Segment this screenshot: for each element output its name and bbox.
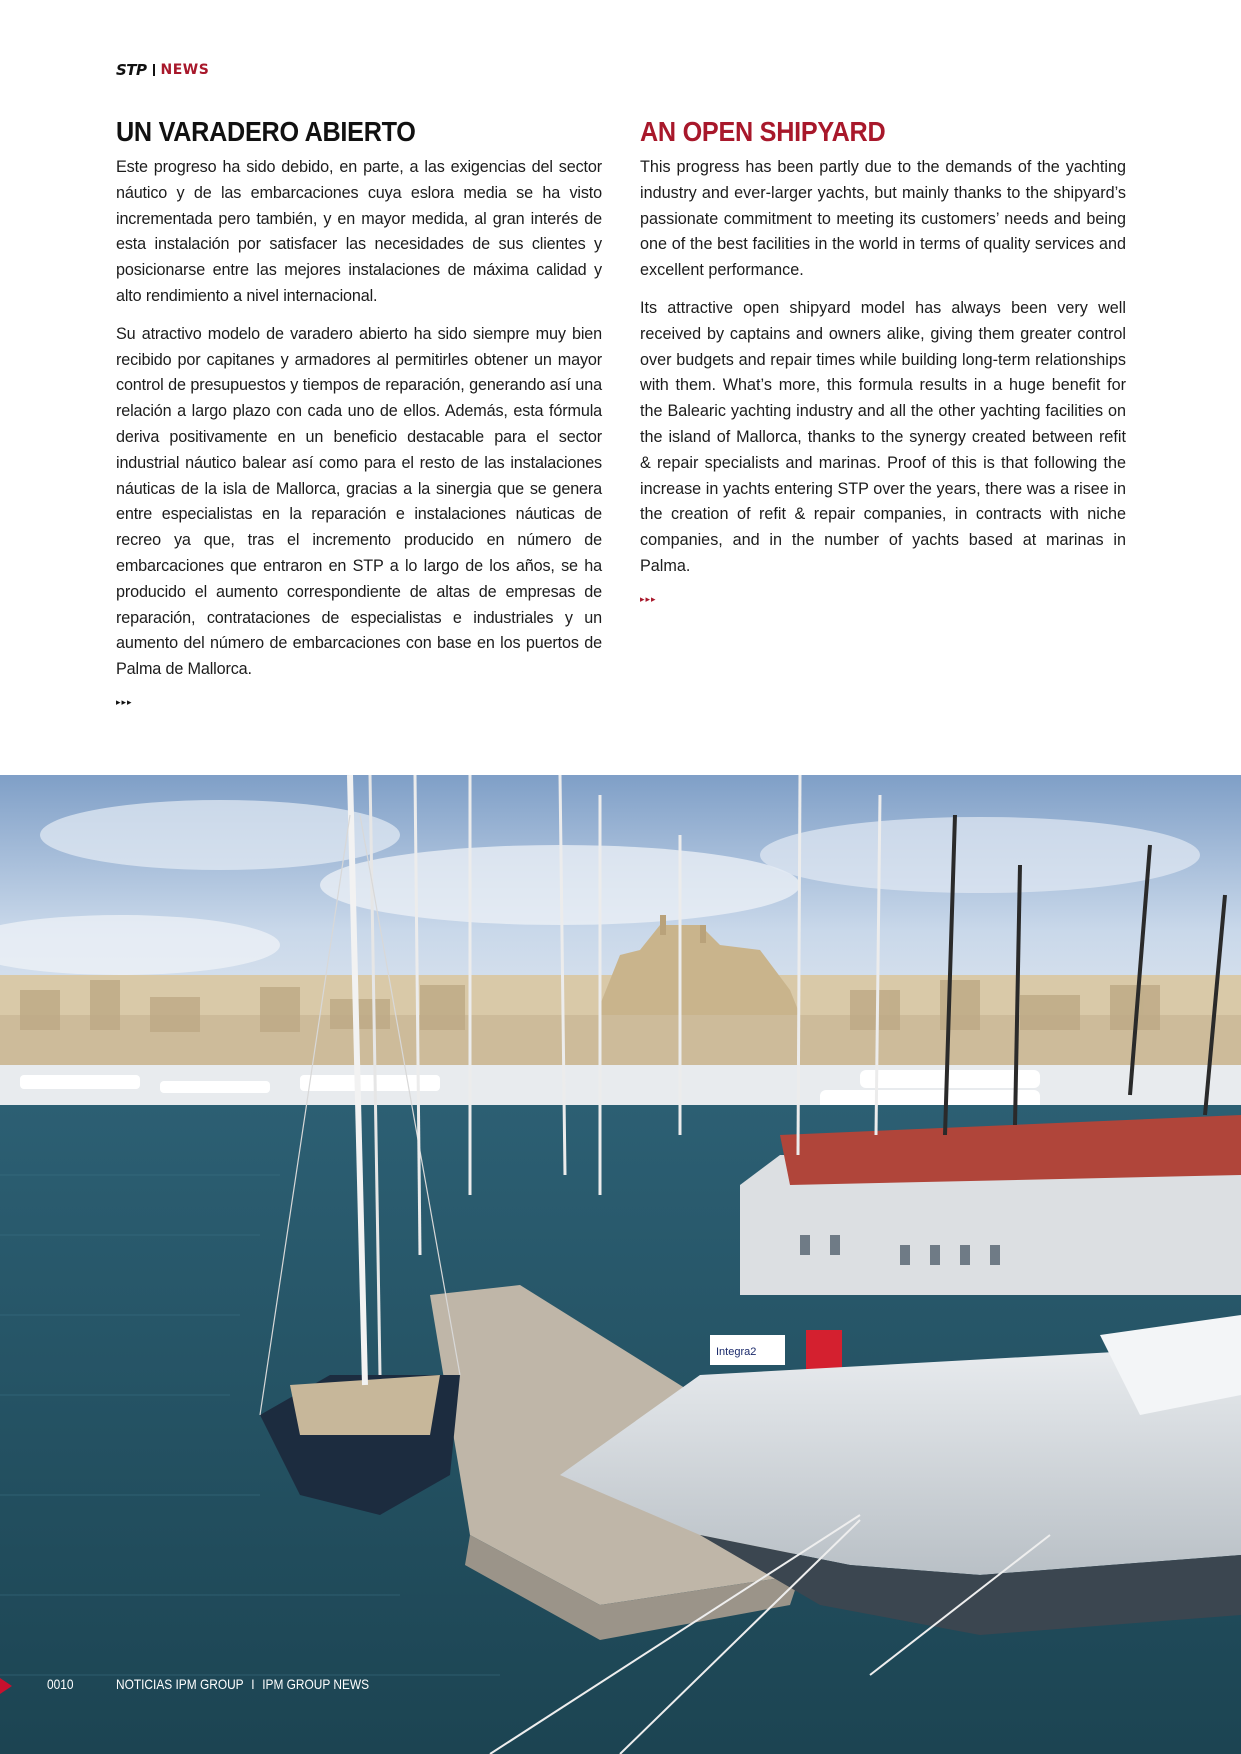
tag-divider [153, 64, 155, 76]
english-paragraph-1: This progress has been partly due to the demands of the yachting industry and ever-larger yachts, but mainly thanks to the shipyard’s passionate commitment to meeting its customers’ needs and being one of the best facilities in the world in terms of quality services and excellent performance. [640, 158, 1126, 280]
integra-sign: Integra2 [716, 1346, 757, 1358]
page-number: 0010 [47, 1676, 74, 1692]
continue-arrows: ▸▸▸ [640, 593, 657, 604]
spanish-paragraph-1: Este progreso ha sido debido, en parte, a las exigencias del sector náutico y de las embarcaciones cuya eslora media se ha visto incrementada pero también, y en mayor medida, al gran interés de esta instalación por satisfacer las necesidades de sus clientes y posicionarse entre las mejores instalaciones de máxima calidad y alto rendimiento a nivel internacional. [116, 158, 602, 305]
stp-logo: STP [116, 60, 147, 79]
english-paragraph-2: Its attractive open shipyard model has always been very well received by captains and owners alike, giving them greater control over budgets and repair times while building long-term relationships with them. What’s more, this formula results in a huge benefit for the Balearic yachting industry and all the other yachting facilities on the island of Mallorca, thanks to the synergy created between refit & repair specialists and marinas. Proof of this is that following the increase in yachts entering STP over the years, there was a risee in the creation of refit & repair companies, in contracts with niche companies, and in the number of yachts based at marinas in Palma. [640, 298, 1126, 575]
english-title: AN OPEN SHIPYARD [640, 116, 886, 147]
spanish-title: UN VARADERO ABIERTO [116, 116, 416, 147]
publication-es: NOTICIAS IPM GROUP [116, 1676, 244, 1692]
marina-photo [0, 775, 1241, 1754]
footer-separator: I [251, 1676, 255, 1692]
continue-arrows: ▸▸▸ [116, 696, 133, 707]
publication-en: IPM GROUP NEWS [262, 1676, 370, 1692]
english-column [640, 115, 1126, 604]
spanish-column [116, 115, 602, 707]
publication-name [116, 1676, 369, 1692]
spanish-paragraph-2: Su atractivo modelo de varadero abierto ha sido siempre muy bien recibido por capitanes y armadores al permitirles obtener un mayor control de presupuestos y tiempos de reparación, generando así una relación a largo plazo con cada uno de ellos. Además, esta fórmula deriva positivamente en un beneficio destacable para el sector industrial náutico balear así como para el resto de las instalaciones náuticas de la isla de Mallorca, gracias a la sinergia que se genera entre especialistas en la reparación e instalaciones náuticas de recreo ya que, tras el incremento producido en número de embarcaciones que entraron en STP a lo largo de los años, se ha producido el aumento correspondiente de altas de empresas de reparación, contrataciones de especialistas e industriales y un aumento del número de embarcaciones con base en los puertos de Palma de Mallorca. [116, 324, 602, 679]
page-marker-arrow-icon [0, 1678, 12, 1694]
section-tag [116, 62, 209, 78]
section-label: NEWS [160, 62, 210, 78]
page-footer [0, 1672, 500, 1698]
